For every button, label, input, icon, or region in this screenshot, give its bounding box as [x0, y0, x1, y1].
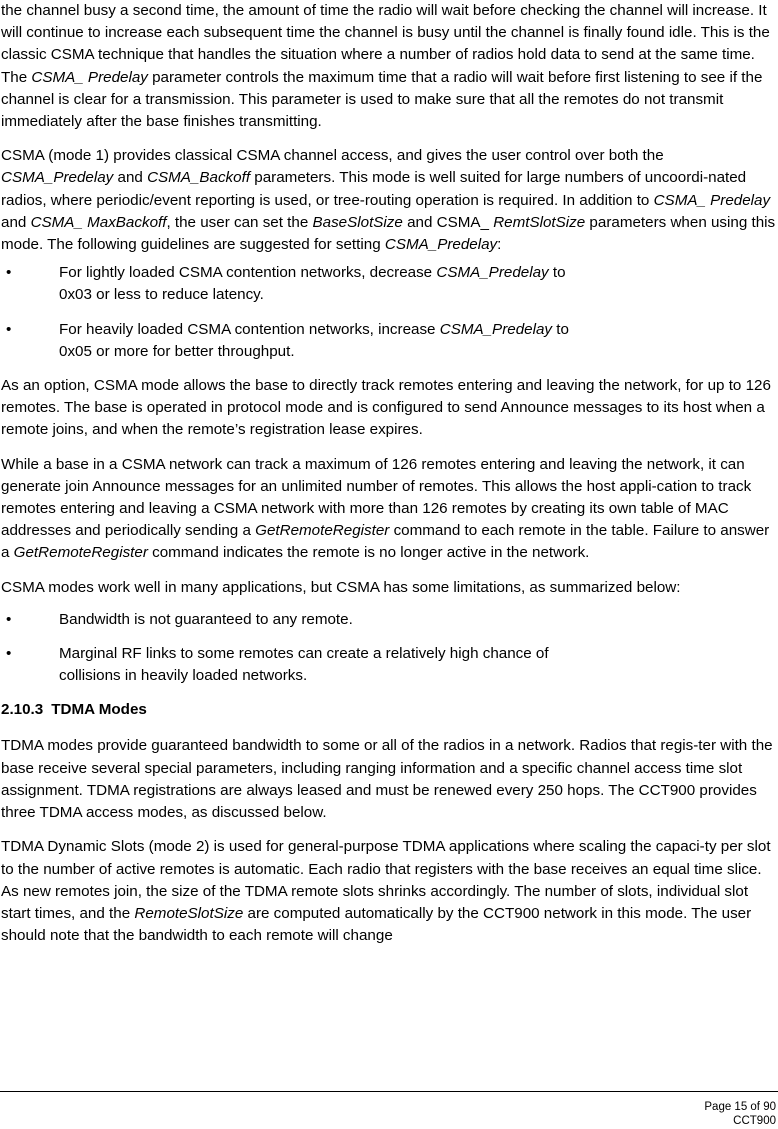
bullet-icon: • — [6, 610, 12, 628]
bullet-icon: • — [6, 645, 12, 663]
bullet-icon: • — [6, 264, 12, 282]
paragraph-csma-mode1: CSMA (mode 1) provides classical CSMA channel access, and gives the user control over both the CSMA_Predelay and CSMA_Backoff parameters. This mode is well suited for large numbers of uncoordi-nated radios, where periodic/event reporting is used, or tree-routing operation is required. In addition to CSMA_ Predelay and CSMA_ MaxBackoff, the user can set the BaseSlotSize and CSMA_ RemtSlotSize parameters when using this mode. The following guidelines are suggested for setting CSMA_Predelay: — [1, 147, 776, 254]
paragraph-remote-tracking: As an option, CSMA mode allows the base to directly track remotes entering and leaving the network, for up to 126 remotes. The base is operated in protocol mode and is configured to send Announce messages to its host when a remote joins, and when the remote’s registration lease expires. — [1, 377, 771, 439]
page-number: Page 15 of 90 — [704, 1101, 776, 1113]
paragraph-tdma-intro: TDMA modes provide guaranteed bandwidth to some or all of the radios in a network. Radios that regis-ter with the base receive several special parameters, including ranging information and a specific channel access time slot assignment. TDMA registrations are always leased and must be renewed every 250 hops. The CCT900 provides three TDMA access modes, as discussed below. — [1, 737, 773, 822]
document-name: CCT900 — [733, 1115, 776, 1127]
paragraph-csma-limitations: CSMA modes work well in many applications, but CSMA has some limitations, as summarized below: — [1, 578, 681, 596]
paragraph-csma-backoff: the channel busy a second time, the amount of time the radio will wait before checking the channel will increase. It will continue to increase each subsequent time the channel is busy until the channel is finally found idle. This is the classic CSMA technique that handles the situation where a number of radios hold data to send at the same time. The CSMA_ Predelay parameter controls the maximum time that a radio will wait before first listening to see if the channel is clear for a transmission. This parameter is used to make sure that all the remotes do not transmit immediately after the base finishes transmitting. — [1, 2, 770, 131]
list-item: • For heavily loaded CSMA contention networks, increase CSMA_Predelay to 0x05 or more for better throughput. — [6, 320, 569, 360]
list-item: • For lightly loaded CSMA contention networks, decrease CSMA_Predelay to 0x03 or less to reduce latency. — [6, 264, 566, 304]
page-content — [1, 0, 776, 959]
predelay-guidelines-list — [1, 262, 776, 363]
list-item: • Bandwidth is not guaranteed to any remote. — [1, 609, 776, 631]
paragraph-tdma-dynamic: TDMA Dynamic Slots (mode 2) is used for general-purpose TDMA applications where scaling the capaci-ty per slot to the number of active remotes is automatic. Each radio that registers with the base receives an equal time slice. As new remotes join, the size of the TDMA remote slots shrinks accordingly. The number of slots, individual slot start times, and the RemoteSlotSize are computed automatically by the CCT900 network in this mode. The user should note that the bandwidth to each remote will change — [1, 838, 771, 945]
bullet-icon: • — [6, 320, 12, 338]
section-heading: 2.10.3 TDMA Modes — [1, 701, 147, 719]
limitations-list — [1, 609, 776, 688]
list-item: • Marginal RF links to some remotes can create a relatively high chance of collisions in heavily loaded networks. — [6, 645, 549, 685]
paragraph-announce-messages: While a base in a CSMA network can track a maximum of 126 remotes entering and leaving the network, it can generate join Announce messages for an unlimited number of remotes. This allows the host appli-cation to track remotes entering and leaving a CSMA network with more than 126 remotes by creating its own table of MAC addresses and periodically sending a GetRemoteRegister command to each remote in the table. Failure to answer a GetRemoteRegister command indicates the remote is no longer active in the network. — [1, 455, 770, 562]
page-footer — [704, 1100, 776, 1128]
footer-divider — [0, 1091, 778, 1092]
